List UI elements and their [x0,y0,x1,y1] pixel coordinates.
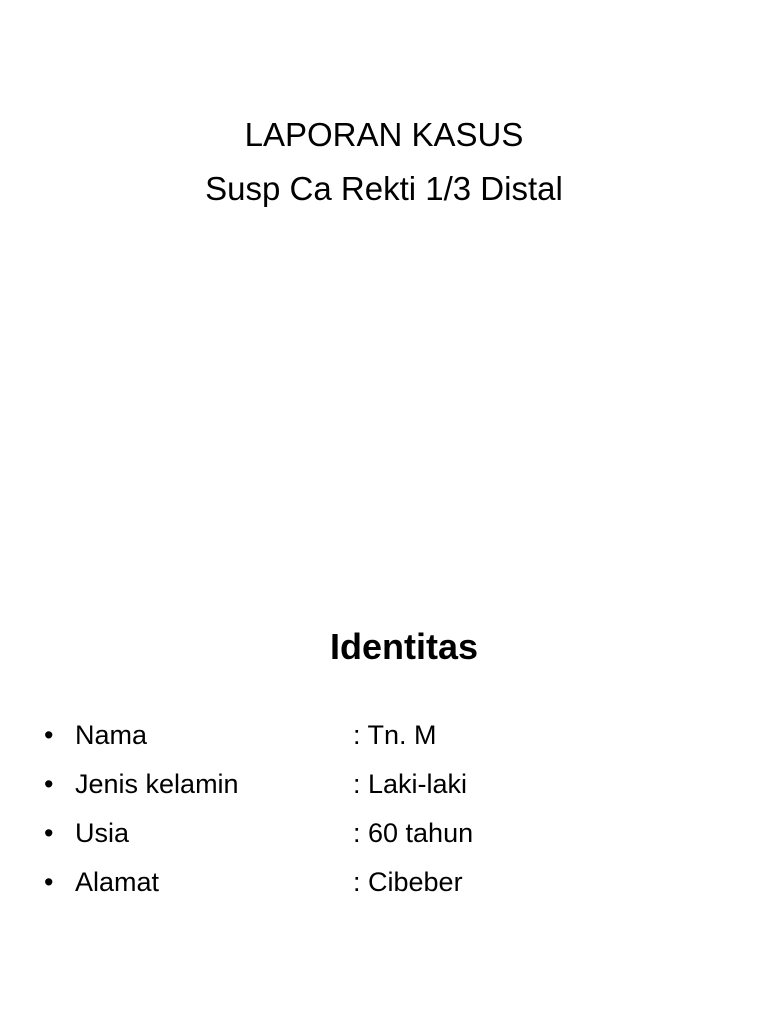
field-value: : Cibeber [353,867,463,897]
bullet-icon: • [44,720,54,750]
field-item-jenis-kelamin [44,760,744,809]
field-item-nama [44,711,744,760]
field-item-alamat [44,858,744,907]
field-label: Nama [75,720,148,750]
field-item-usia [44,809,744,858]
bullet-icon: • [44,818,54,848]
title-line-2: Susp Ca Rekti 1/3 Distal [205,170,563,207]
bullet-icon: • [44,867,54,897]
identity-field-list [44,711,744,907]
field-label: Alamat [75,867,160,897]
title-line-1: LAPORAN KASUS [244,116,524,153]
slide-title [0,108,768,216]
field-value: : 60 tahun [353,818,474,848]
bullet-icon: • [44,769,54,799]
field-value: : Tn. M [353,720,437,750]
field-value: : Laki-laki [353,769,468,799]
field-label: Jenis kelamin [75,769,239,799]
section-heading: Identitas [329,626,479,667]
identity-slide [0,512,768,1024]
field-label: Usia [75,818,130,848]
